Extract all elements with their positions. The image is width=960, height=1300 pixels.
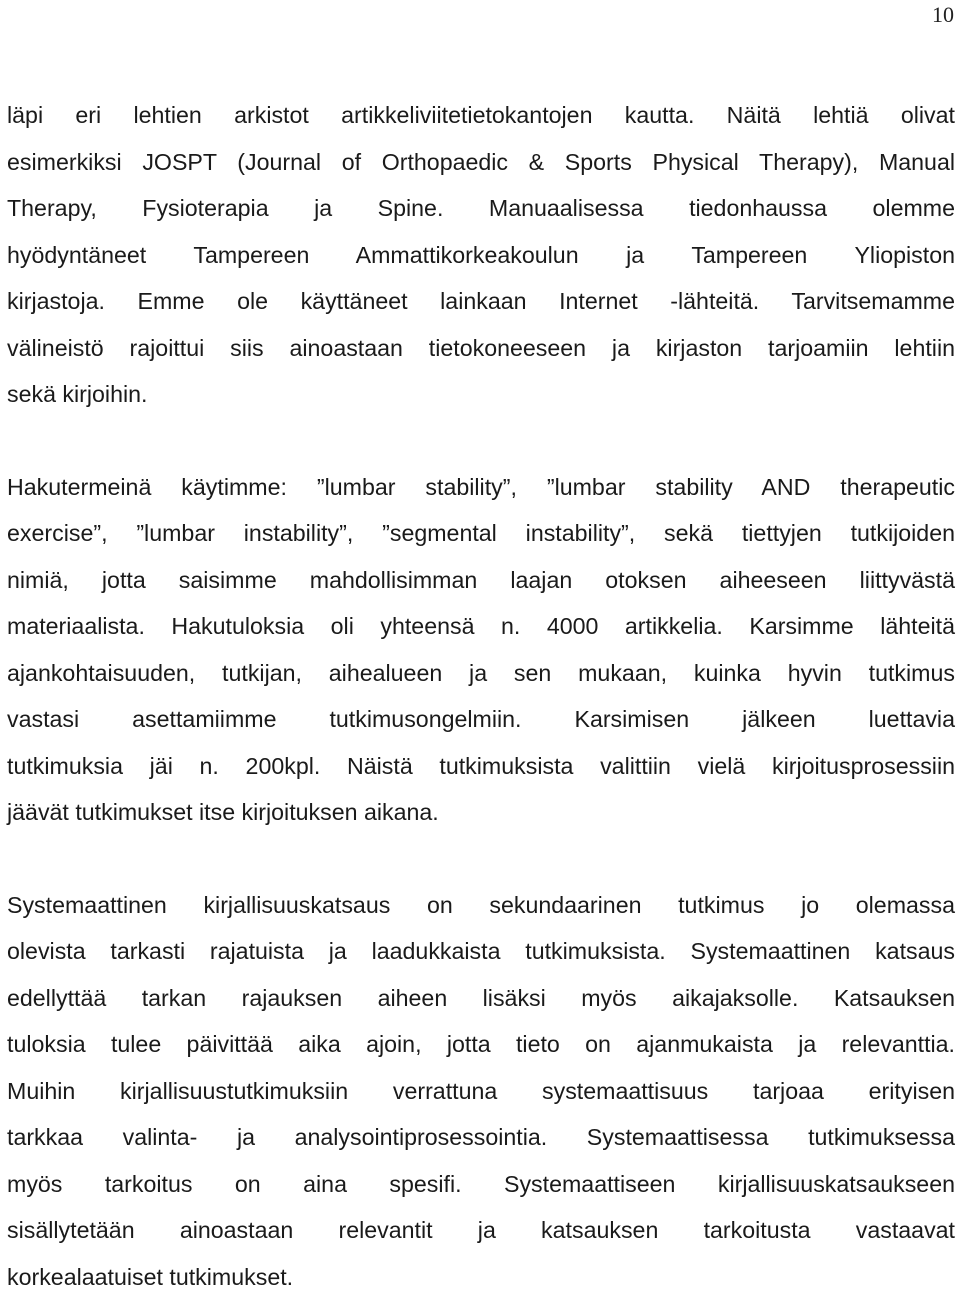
text-line: Systemaattinen kirjallisuuskatsaus on sekundaarinen tutkimus jo olemassa	[7, 882, 955, 929]
text-line: materiaalista. Hakutuloksia oli yhteensä n. 4000 artikkelia. Karsimme lähteitä	[7, 603, 955, 650]
text-line: tuloksia tulee päivittää aika ajoin, jotta tieto on ajanmukaista ja relevanttia.	[7, 1021, 955, 1068]
text-line: korkealaatuiset tutkimukset.	[7, 1254, 955, 1300]
page-number: 10	[932, 2, 954, 28]
paragraph-search-terms	[7, 464, 955, 836]
paragraph-gap	[7, 836, 955, 882]
text-line: jäävät tutkimukset itse kirjoituksen aikana.	[7, 789, 955, 836]
text-line: exercise”, ”lumbar instability”, ”segmental instability”, sekä tiettyjen tutkijoiden	[7, 510, 955, 557]
text-line: Muihin kirjallisuustutkimuksiin verrattuna systemaattisuus tarjoaa erityisen	[7, 1068, 955, 1115]
text-line: tarkkaa valinta- ja analysointiprosessointia. Systemaattisessa tutkimuksessa	[7, 1114, 955, 1161]
paragraph-search-sources	[7, 92, 955, 418]
text-line: vastasi asettamiimme tutkimusongelmiin. Karsimisen jälkeen luettavia	[7, 696, 955, 743]
text-line: tutkimuksia jäi n. 200kpl. Näistä tutkimuksista valittiin vielä kirjoitusprosessiin	[7, 743, 955, 790]
paragraph-systematic-review	[7, 882, 955, 1300]
text-line: Hakutermeinä käytimme: ”lumbar stability”, ”lumbar stability AND therapeutic	[7, 464, 955, 511]
text-line: Therapy, Fysioterapia ja Spine. Manuaalisessa tiedonhaussa olemme	[7, 185, 955, 232]
paragraph-gap	[7, 418, 955, 464]
text-line: sekä kirjoihin.	[7, 371, 955, 418]
text-line: sisällytetään ainoastaan relevantit ja katsauksen tarkoitusta vastaavat	[7, 1207, 955, 1254]
text-line: esimerkiksi JOSPT (Journal of Orthopaedic & Sports Physical Therapy), Manual	[7, 139, 955, 186]
text-line: kirjastoja. Emme ole käyttäneet lainkaan Internet -lähteitä. Tarvitsemamme	[7, 278, 955, 325]
text-line: läpi eri lehtien arkistot artikkeliviitetietokantojen kautta. Näitä lehtiä olivat	[7, 92, 955, 139]
text-line: edellyttää tarkan rajauksen aiheen lisäksi myös aikajaksolle. Katsauksen	[7, 975, 955, 1022]
text-line: nimiä, jotta saisimme mahdollisimman laajan otoksen aiheeseen liittyvästä	[7, 557, 955, 604]
text-line: hyödyntäneet Tampereen Ammattikorkeakoulun ja Tampereen Yliopiston	[7, 232, 955, 279]
document-body	[7, 92, 955, 1300]
text-line: olevista tarkasti rajatuista ja laadukkaista tutkimuksista. Systemaattinen katsaus	[7, 928, 955, 975]
text-line: välineistö rajoittui siis ainoastaan tietokoneeseen ja kirjaston tarjoamiin lehtiin	[7, 325, 955, 372]
text-line: ajankohtaisuuden, tutkijan, aihealueen ja sen mukaan, kuinka hyvin tutkimus	[7, 650, 955, 697]
text-line: myös tarkoitus on aina spesifi. Systemaattiseen kirjallisuuskatsaukseen	[7, 1161, 955, 1208]
